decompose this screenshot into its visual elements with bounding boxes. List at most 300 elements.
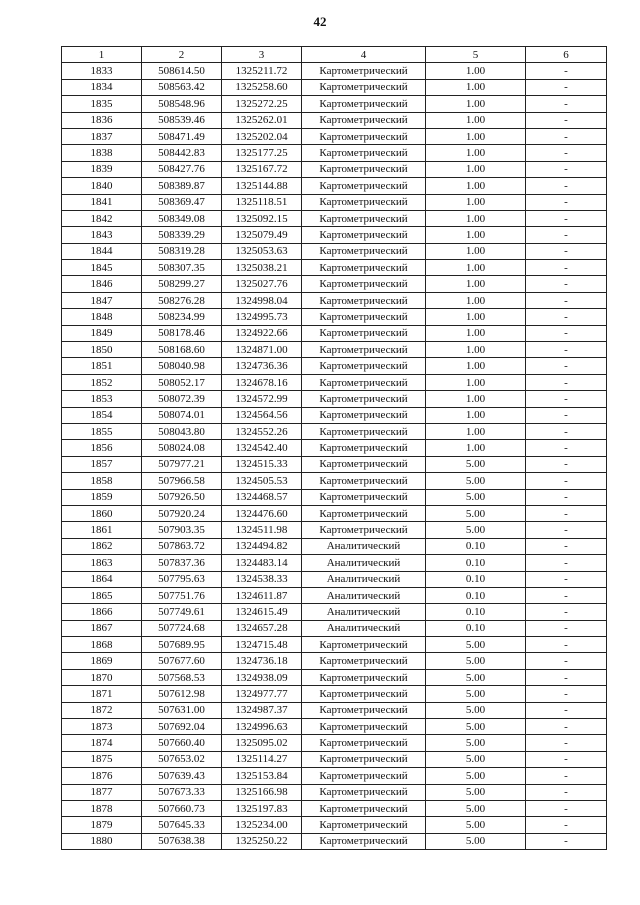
- table-row: [62, 735, 607, 751]
- y-coordinate-cell: 1325053.63: [222, 243, 302, 259]
- method-cell: Аналитический: [302, 604, 426, 620]
- x-coordinate-cell: 508276.28: [142, 292, 222, 308]
- y-coordinate-cell: 1324938.09: [222, 669, 302, 685]
- accuracy-cell: 5.00: [426, 473, 526, 489]
- x-coordinate-cell: 507749.61: [142, 604, 222, 620]
- x-coordinate-cell: 507926.50: [142, 489, 222, 505]
- x-coordinate-cell: 507639.43: [142, 768, 222, 784]
- y-coordinate-cell: 1325079.49: [222, 227, 302, 243]
- method-cell: Картометрический: [302, 210, 426, 226]
- y-coordinate-cell: 1325177.25: [222, 145, 302, 161]
- note-cell: -: [526, 653, 607, 669]
- note-cell: -: [526, 702, 607, 718]
- table-row: [62, 210, 607, 226]
- point-number-cell: 1850: [62, 342, 142, 358]
- accuracy-cell: 0.10: [426, 555, 526, 571]
- method-cell: Картометрический: [302, 423, 426, 439]
- accuracy-cell: 1.00: [426, 178, 526, 194]
- point-number-cell: 1834: [62, 79, 142, 95]
- point-number-cell: 1867: [62, 620, 142, 636]
- point-number-cell: 1856: [62, 440, 142, 456]
- method-cell: Аналитический: [302, 571, 426, 587]
- point-number-cell: 1855: [62, 423, 142, 439]
- method-cell: Картометрический: [302, 194, 426, 210]
- note-cell: -: [526, 686, 607, 702]
- accuracy-cell: 0.10: [426, 587, 526, 603]
- point-number-cell: 1872: [62, 702, 142, 718]
- x-coordinate-cell: 508040.98: [142, 358, 222, 374]
- x-coordinate-cell: 507966.58: [142, 473, 222, 489]
- column-header: 5: [426, 47, 526, 63]
- note-cell: -: [526, 751, 607, 767]
- x-coordinate-cell: 507977.21: [142, 456, 222, 472]
- y-coordinate-cell: 1324987.37: [222, 702, 302, 718]
- note-cell: -: [526, 79, 607, 95]
- x-coordinate-cell: 508427.76: [142, 161, 222, 177]
- table-row: [62, 800, 607, 816]
- table-row: [62, 522, 607, 538]
- accuracy-cell: 1.00: [426, 358, 526, 374]
- x-coordinate-cell: 508548.96: [142, 96, 222, 112]
- method-cell: Картометрический: [302, 456, 426, 472]
- y-coordinate-cell: 1324476.60: [222, 505, 302, 521]
- note-cell: -: [526, 505, 607, 521]
- y-coordinate-cell: 1324564.56: [222, 407, 302, 423]
- note-cell: -: [526, 112, 607, 128]
- accuracy-cell: 1.00: [426, 374, 526, 390]
- accuracy-cell: 1.00: [426, 194, 526, 210]
- note-cell: -: [526, 489, 607, 505]
- method-cell: Картометрический: [302, 128, 426, 144]
- y-coordinate-cell: 1324996.63: [222, 719, 302, 735]
- accuracy-cell: 1.00: [426, 391, 526, 407]
- x-coordinate-cell: 508319.28: [142, 243, 222, 259]
- x-coordinate-cell: 508052.17: [142, 374, 222, 390]
- note-cell: -: [526, 292, 607, 308]
- y-coordinate-cell: 1324552.26: [222, 423, 302, 439]
- table-row: [62, 669, 607, 685]
- x-coordinate-cell: 508024.08: [142, 440, 222, 456]
- accuracy-cell: 5.00: [426, 719, 526, 735]
- note-cell: -: [526, 604, 607, 620]
- y-coordinate-cell: 1325038.21: [222, 260, 302, 276]
- accuracy-cell: 1.00: [426, 79, 526, 95]
- y-coordinate-cell: 1324572.99: [222, 391, 302, 407]
- method-cell: Картометрический: [302, 505, 426, 521]
- table-row: [62, 112, 607, 128]
- x-coordinate-cell: 507837.36: [142, 555, 222, 571]
- note-cell: -: [526, 161, 607, 177]
- header-row: [62, 47, 607, 63]
- point-number-cell: 1873: [62, 719, 142, 735]
- y-coordinate-cell: 1325197.83: [222, 800, 302, 816]
- x-coordinate-cell: 508369.47: [142, 194, 222, 210]
- y-coordinate-cell: 1324995.73: [222, 309, 302, 325]
- table-row: [62, 768, 607, 784]
- accuracy-cell: 1.00: [426, 96, 526, 112]
- point-number-cell: 1847: [62, 292, 142, 308]
- accuracy-cell: 5.00: [426, 817, 526, 833]
- point-number-cell: 1838: [62, 145, 142, 161]
- table-row: [62, 292, 607, 308]
- note-cell: -: [526, 587, 607, 603]
- y-coordinate-cell: 1324511.98: [222, 522, 302, 538]
- x-coordinate-cell: 507660.40: [142, 735, 222, 751]
- table-row: [62, 751, 607, 767]
- table-row: [62, 227, 607, 243]
- point-number-cell: 1860: [62, 505, 142, 521]
- table-row: [62, 505, 607, 521]
- accuracy-cell: 1.00: [426, 210, 526, 226]
- table-row: [62, 194, 607, 210]
- table-row: [62, 374, 607, 390]
- y-coordinate-cell: 1324678.16: [222, 374, 302, 390]
- accuracy-cell: 5.00: [426, 751, 526, 767]
- point-number-cell: 1844: [62, 243, 142, 259]
- x-coordinate-cell: 507724.68: [142, 620, 222, 636]
- point-number-cell: 1854: [62, 407, 142, 423]
- point-number-cell: 1843: [62, 227, 142, 243]
- point-number-cell: 1877: [62, 784, 142, 800]
- x-coordinate-cell: 507751.76: [142, 587, 222, 603]
- table-row: [62, 391, 607, 407]
- accuracy-cell: 1.00: [426, 440, 526, 456]
- note-cell: -: [526, 440, 607, 456]
- table-row: [62, 653, 607, 669]
- note-cell: -: [526, 358, 607, 374]
- note-cell: -: [526, 96, 607, 112]
- note-cell: -: [526, 719, 607, 735]
- accuracy-cell: 1.00: [426, 260, 526, 276]
- table-row: [62, 243, 607, 259]
- y-coordinate-cell: 1325272.25: [222, 96, 302, 112]
- x-coordinate-cell: 507660.73: [142, 800, 222, 816]
- y-coordinate-cell: 1324998.04: [222, 292, 302, 308]
- y-coordinate-cell: 1325234.00: [222, 817, 302, 833]
- table-row: [62, 489, 607, 505]
- point-number-cell: 1871: [62, 686, 142, 702]
- accuracy-cell: 0.10: [426, 538, 526, 554]
- point-number-cell: 1853: [62, 391, 142, 407]
- note-cell: -: [526, 243, 607, 259]
- table-header: [62, 47, 607, 63]
- note-cell: -: [526, 522, 607, 538]
- point-number-cell: 1852: [62, 374, 142, 390]
- note-cell: -: [526, 342, 607, 358]
- y-coordinate-cell: 1324494.82: [222, 538, 302, 554]
- column-header: 6: [526, 47, 607, 63]
- table-row: [62, 342, 607, 358]
- note-cell: -: [526, 325, 607, 341]
- method-cell: Аналитический: [302, 587, 426, 603]
- table-row: [62, 79, 607, 95]
- accuracy-cell: 5.00: [426, 489, 526, 505]
- table-row: [62, 833, 607, 849]
- method-cell: Картометрический: [302, 784, 426, 800]
- table-row: [62, 145, 607, 161]
- method-cell: Картометрический: [302, 440, 426, 456]
- y-coordinate-cell: 1324871.00: [222, 342, 302, 358]
- accuracy-cell: 0.10: [426, 620, 526, 636]
- x-coordinate-cell: 508349.08: [142, 210, 222, 226]
- y-coordinate-cell: 1324922.66: [222, 325, 302, 341]
- method-cell: Картометрический: [302, 768, 426, 784]
- x-coordinate-cell: 507903.35: [142, 522, 222, 538]
- x-coordinate-cell: 508307.35: [142, 260, 222, 276]
- note-cell: -: [526, 374, 607, 390]
- x-coordinate-cell: 507631.00: [142, 702, 222, 718]
- note-cell: -: [526, 423, 607, 439]
- point-number-cell: 1840: [62, 178, 142, 194]
- y-coordinate-cell: 1324977.77: [222, 686, 302, 702]
- y-coordinate-cell: 1325118.51: [222, 194, 302, 210]
- note-cell: -: [526, 571, 607, 587]
- x-coordinate-cell: 508539.46: [142, 112, 222, 128]
- accuracy-cell: 5.00: [426, 505, 526, 521]
- method-cell: Аналитический: [302, 555, 426, 571]
- method-cell: Картометрический: [302, 276, 426, 292]
- accuracy-cell: 5.00: [426, 800, 526, 816]
- y-coordinate-cell: 1325202.04: [222, 128, 302, 144]
- point-number-cell: 1849: [62, 325, 142, 341]
- point-number-cell: 1870: [62, 669, 142, 685]
- point-number-cell: 1866: [62, 604, 142, 620]
- method-cell: Картометрический: [302, 309, 426, 325]
- table-row: [62, 702, 607, 718]
- point-number-cell: 1859: [62, 489, 142, 505]
- accuracy-cell: 1.00: [426, 276, 526, 292]
- x-coordinate-cell: 508563.42: [142, 79, 222, 95]
- point-number-cell: 1842: [62, 210, 142, 226]
- x-coordinate-cell: 508043.80: [142, 423, 222, 439]
- accuracy-cell: 0.10: [426, 604, 526, 620]
- point-number-cell: 1879: [62, 817, 142, 833]
- accuracy-cell: 5.00: [426, 784, 526, 800]
- note-cell: -: [526, 309, 607, 325]
- point-number-cell: 1874: [62, 735, 142, 751]
- point-number-cell: 1861: [62, 522, 142, 538]
- point-number-cell: 1858: [62, 473, 142, 489]
- y-coordinate-cell: 1324515.33: [222, 456, 302, 472]
- table-row: [62, 325, 607, 341]
- table-row: [62, 538, 607, 554]
- y-coordinate-cell: 1324736.36: [222, 358, 302, 374]
- table-row: [62, 555, 607, 571]
- y-coordinate-cell: 1325262.01: [222, 112, 302, 128]
- note-cell: -: [526, 260, 607, 276]
- x-coordinate-cell: 508389.87: [142, 178, 222, 194]
- table-row: [62, 423, 607, 439]
- method-cell: Картометрический: [302, 374, 426, 390]
- note-cell: -: [526, 735, 607, 751]
- method-cell: Картометрический: [302, 79, 426, 95]
- note-cell: -: [526, 800, 607, 816]
- table-row: [62, 440, 607, 456]
- y-coordinate-cell: 1324468.57: [222, 489, 302, 505]
- method-cell: Картометрический: [302, 817, 426, 833]
- method-cell: Картометрический: [302, 342, 426, 358]
- y-coordinate-cell: 1324611.87: [222, 587, 302, 603]
- table-row: [62, 719, 607, 735]
- note-cell: -: [526, 817, 607, 833]
- table-row: [62, 96, 607, 112]
- x-coordinate-cell: 507795.63: [142, 571, 222, 587]
- y-coordinate-cell: 1325092.15: [222, 210, 302, 226]
- y-coordinate-cell: 1325095.02: [222, 735, 302, 751]
- table-row: [62, 276, 607, 292]
- x-coordinate-cell: 507863.72: [142, 538, 222, 554]
- note-cell: -: [526, 63, 607, 79]
- x-coordinate-cell: 508299.27: [142, 276, 222, 292]
- point-number-cell: 1878: [62, 800, 142, 816]
- point-number-cell: 1846: [62, 276, 142, 292]
- table-row: [62, 473, 607, 489]
- accuracy-cell: 5.00: [426, 653, 526, 669]
- method-cell: Картометрический: [302, 358, 426, 374]
- note-cell: -: [526, 227, 607, 243]
- note-cell: -: [526, 637, 607, 653]
- point-number-cell: 1848: [62, 309, 142, 325]
- x-coordinate-cell: 508074.01: [142, 407, 222, 423]
- x-coordinate-cell: 508339.29: [142, 227, 222, 243]
- method-cell: Картометрический: [302, 735, 426, 751]
- accuracy-cell: 5.00: [426, 637, 526, 653]
- y-coordinate-cell: 1324483.14: [222, 555, 302, 571]
- note-cell: -: [526, 784, 607, 800]
- note-cell: -: [526, 210, 607, 226]
- point-number-cell: 1841: [62, 194, 142, 210]
- point-number-cell: 1875: [62, 751, 142, 767]
- method-cell: Картометрический: [302, 227, 426, 243]
- note-cell: -: [526, 145, 607, 161]
- method-cell: Картометрический: [302, 653, 426, 669]
- y-coordinate-cell: 1324715.48: [222, 637, 302, 653]
- accuracy-cell: 1.00: [426, 407, 526, 423]
- table-row: [62, 456, 607, 472]
- column-header: 2: [142, 47, 222, 63]
- method-cell: Картометрический: [302, 522, 426, 538]
- table-row: [62, 358, 607, 374]
- point-number-cell: 1864: [62, 571, 142, 587]
- method-cell: Аналитический: [302, 620, 426, 636]
- method-cell: Картометрический: [302, 260, 426, 276]
- column-header: 3: [222, 47, 302, 63]
- x-coordinate-cell: 507568.53: [142, 669, 222, 685]
- point-number-cell: 1836: [62, 112, 142, 128]
- method-cell: Аналитический: [302, 538, 426, 554]
- accuracy-cell: 1.00: [426, 423, 526, 439]
- y-coordinate-cell: 1325250.22: [222, 833, 302, 849]
- y-coordinate-cell: 1324538.33: [222, 571, 302, 587]
- table-row: [62, 128, 607, 144]
- y-coordinate-cell: 1324657.28: [222, 620, 302, 636]
- point-number-cell: 1845: [62, 260, 142, 276]
- coordinates-table: [61, 46, 607, 850]
- accuracy-cell: 1.00: [426, 342, 526, 358]
- accuracy-cell: 1.00: [426, 112, 526, 128]
- point-number-cell: 1876: [62, 768, 142, 784]
- accuracy-cell: 5.00: [426, 702, 526, 718]
- point-number-cell: 1857: [62, 456, 142, 472]
- table-row: [62, 587, 607, 603]
- y-coordinate-cell: 1325258.60: [222, 79, 302, 95]
- x-coordinate-cell: 508234.99: [142, 309, 222, 325]
- y-coordinate-cell: 1324736.18: [222, 653, 302, 669]
- point-number-cell: 1837: [62, 128, 142, 144]
- method-cell: Картометрический: [302, 489, 426, 505]
- method-cell: Картометрический: [302, 63, 426, 79]
- accuracy-cell: 1.00: [426, 63, 526, 79]
- note-cell: -: [526, 768, 607, 784]
- y-coordinate-cell: 1325114.27: [222, 751, 302, 767]
- table-row: [62, 686, 607, 702]
- table-row: [62, 309, 607, 325]
- accuracy-cell: 1.00: [426, 309, 526, 325]
- table-row: [62, 637, 607, 653]
- note-cell: -: [526, 178, 607, 194]
- accuracy-cell: 1.00: [426, 145, 526, 161]
- x-coordinate-cell: 507612.98: [142, 686, 222, 702]
- accuracy-cell: 1.00: [426, 227, 526, 243]
- y-coordinate-cell: 1325166.98: [222, 784, 302, 800]
- x-coordinate-cell: 508072.39: [142, 391, 222, 407]
- note-cell: -: [526, 833, 607, 849]
- x-coordinate-cell: 508471.49: [142, 128, 222, 144]
- point-number-cell: 1863: [62, 555, 142, 571]
- point-number-cell: 1839: [62, 161, 142, 177]
- method-cell: Картометрический: [302, 719, 426, 735]
- table-row: [62, 161, 607, 177]
- y-coordinate-cell: 1324615.49: [222, 604, 302, 620]
- method-cell: Картометрический: [302, 145, 426, 161]
- point-number-cell: 1862: [62, 538, 142, 554]
- x-coordinate-cell: 507645.33: [142, 817, 222, 833]
- y-coordinate-cell: 1324505.53: [222, 473, 302, 489]
- x-coordinate-cell: 508614.50: [142, 63, 222, 79]
- accuracy-cell: 1.00: [426, 243, 526, 259]
- note-cell: -: [526, 620, 607, 636]
- note-cell: -: [526, 128, 607, 144]
- accuracy-cell: 5.00: [426, 456, 526, 472]
- table-row: [62, 407, 607, 423]
- note-cell: -: [526, 555, 607, 571]
- column-header: 1: [62, 47, 142, 63]
- column-header: 4: [302, 47, 426, 63]
- method-cell: Картометрический: [302, 669, 426, 685]
- x-coordinate-cell: 507673.33: [142, 784, 222, 800]
- point-number-cell: 1835: [62, 96, 142, 112]
- note-cell: -: [526, 276, 607, 292]
- x-coordinate-cell: 507677.60: [142, 653, 222, 669]
- method-cell: Картометрический: [302, 686, 426, 702]
- note-cell: -: [526, 669, 607, 685]
- note-cell: -: [526, 391, 607, 407]
- accuracy-cell: 1.00: [426, 292, 526, 308]
- point-number-cell: 1865: [62, 587, 142, 603]
- method-cell: Картометрический: [302, 161, 426, 177]
- y-coordinate-cell: 1325144.88: [222, 178, 302, 194]
- table-row: [62, 63, 607, 79]
- method-cell: Картометрический: [302, 292, 426, 308]
- accuracy-cell: 5.00: [426, 686, 526, 702]
- x-coordinate-cell: 508178.46: [142, 325, 222, 341]
- table-row: [62, 260, 607, 276]
- method-cell: Картометрический: [302, 702, 426, 718]
- table-row: [62, 571, 607, 587]
- method-cell: Картометрический: [302, 833, 426, 849]
- table-row: [62, 620, 607, 636]
- note-cell: -: [526, 194, 607, 210]
